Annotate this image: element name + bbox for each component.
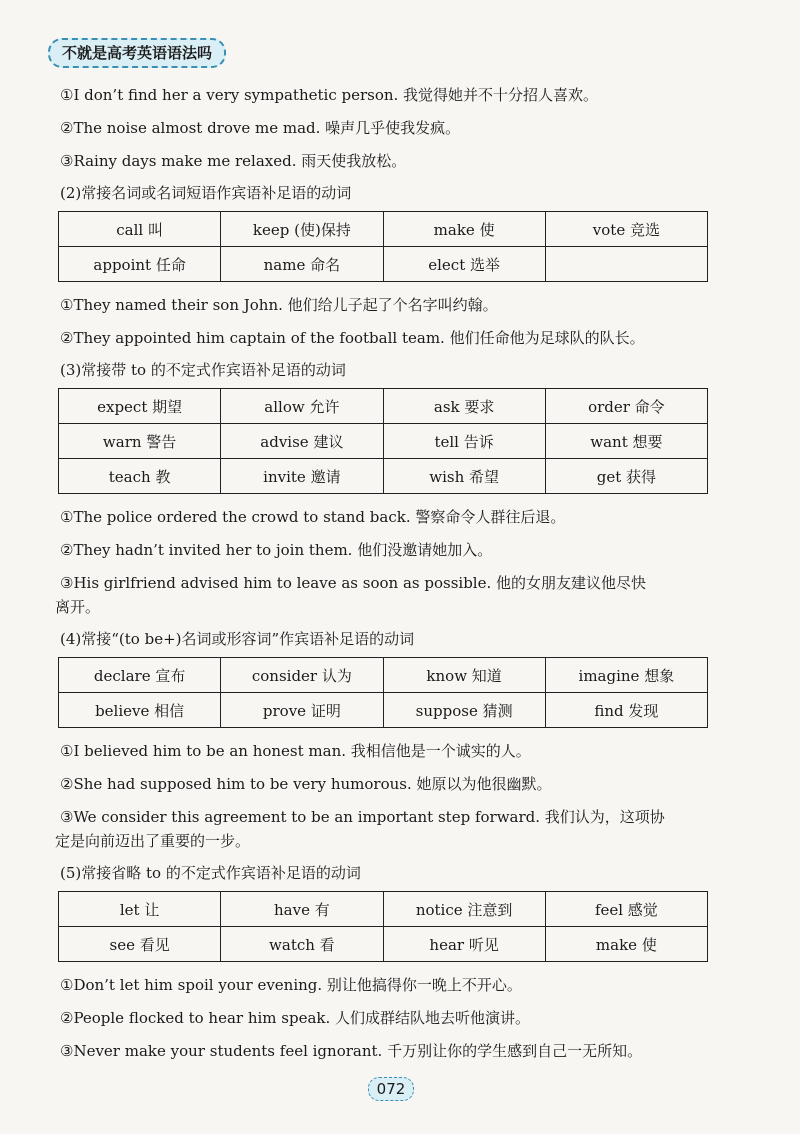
table-row	[59, 927, 708, 962]
example-sentence: ②They appointed him captain of the football team. 他们任命他为足球队的队长。	[60, 329, 645, 347]
section-heading: (2)常接名词或名词短语作宾语补足语的动词	[60, 184, 352, 202]
table-cell: appoint 任命	[59, 247, 221, 282]
table-cell: declare 宣布	[59, 658, 221, 693]
table-row	[59, 459, 708, 494]
table-cell	[545, 247, 707, 282]
table-row	[59, 424, 708, 459]
table-cell: elect 选举	[383, 247, 545, 282]
table-row	[59, 212, 708, 247]
table-cell: see 看见	[59, 927, 221, 962]
table-row	[59, 658, 708, 693]
table-cell: allow 允许	[221, 389, 383, 424]
table-cell: get 获得	[545, 459, 707, 494]
example-sentence: ①They named their son John. 他们给儿子起了个名字叫约翰。	[60, 296, 498, 314]
table-cell: notice 注意到	[383, 892, 545, 927]
example-sentence-continuation: 定是向前迈出了重要的一步。	[55, 832, 251, 850]
table-cell: make 使	[383, 212, 545, 247]
verb-table	[58, 211, 708, 282]
table-cell: let 让	[59, 892, 221, 927]
table-cell: consider 认为	[221, 658, 383, 693]
section-heading: (4)常接“(to be+)名词或形容词”作宾语补足语的动词	[60, 630, 415, 648]
page-number: 072	[368, 1077, 414, 1101]
table-cell: teach 教	[59, 459, 221, 494]
example-sentence: ③His girlfriend advised him to leave as soon as possible. 他的女朋友建议他尽快	[60, 574, 647, 592]
verb-table	[58, 388, 708, 494]
section-heading: (5)常接省略 to 的不定式作宾语补足语的动词	[60, 864, 361, 882]
example-sentence: ①Don’t let him spoil your evening. 别让他搞得你一晚上不开心。	[60, 976, 522, 994]
table-cell: suppose 猜测	[383, 693, 545, 728]
table-row	[59, 247, 708, 282]
table-cell: order 命令	[545, 389, 707, 424]
table-cell: name 命名	[221, 247, 383, 282]
table-cell: keep (使)保持	[221, 212, 383, 247]
table-cell: imagine 想象	[545, 658, 707, 693]
table-cell: warn 警告	[59, 424, 221, 459]
table-cell: want 想要	[545, 424, 707, 459]
section-heading: (3)常接带 to 的不定式作宾语补足语的动词	[60, 361, 346, 379]
table-cell: ask 要求	[383, 389, 545, 424]
table-row	[59, 892, 708, 927]
table-cell: watch 看	[221, 927, 383, 962]
table-cell: make 使	[545, 927, 707, 962]
table-cell: expect 期望	[59, 389, 221, 424]
table-cell: tell 告诉	[383, 424, 545, 459]
table-cell: wish 希望	[383, 459, 545, 494]
example-sentence: ③Rainy days make me relaxed. 雨天使我放松。	[60, 152, 407, 170]
table-cell: vote 竞选	[545, 212, 707, 247]
page-content	[55, 72, 740, 1061]
example-sentence: ①The police ordered the crowd to stand back. 警察命令人群往后退。	[60, 508, 566, 526]
example-sentence: ①I don’t find her a very sympathetic person. 我觉得她并不十分招人喜欢。	[60, 86, 599, 104]
example-sentence: ③We consider this agreement to be an important step forward. 我们认为，这项协	[60, 808, 665, 826]
table-cell: advise 建议	[221, 424, 383, 459]
example-sentence: ③Never make your students feel ignorant. 千万别让你的学生感到自己一无所知。	[60, 1042, 643, 1060]
example-sentence: ②The noise almost drove me mad. 噪声几乎使我发疯。	[60, 119, 461, 137]
table-cell: call 叫	[59, 212, 221, 247]
example-sentence: ①I believed him to be an honest man. 我相信他是一个诚实的人。	[60, 742, 531, 760]
example-sentence: ②They hadn’t invited her to join them. 他们没邀请她加入。	[60, 541, 493, 559]
table-row	[59, 389, 708, 424]
table-cell: invite 邀请	[221, 459, 383, 494]
table-cell: have 有	[221, 892, 383, 927]
verb-table	[58, 657, 708, 728]
table-cell: hear 听见	[383, 927, 545, 962]
table-cell: feel 感觉	[545, 892, 707, 927]
example-sentence-continuation: 离开。	[55, 598, 101, 616]
verb-table	[58, 891, 708, 962]
example-sentence: ②She had supposed him to be very humorous. 她原以为他很幽默。	[60, 775, 552, 793]
chapter-tag: 不就是高考英语语法吗	[48, 38, 226, 68]
table-cell: prove 证明	[221, 693, 383, 728]
table-cell: know 知道	[383, 658, 545, 693]
example-sentence: ②People flocked to hear him speak. 人们成群结队地去听他演讲。	[60, 1009, 531, 1027]
table-cell: believe 相信	[59, 693, 221, 728]
table-row	[59, 693, 708, 728]
table-cell: find 发现	[545, 693, 707, 728]
